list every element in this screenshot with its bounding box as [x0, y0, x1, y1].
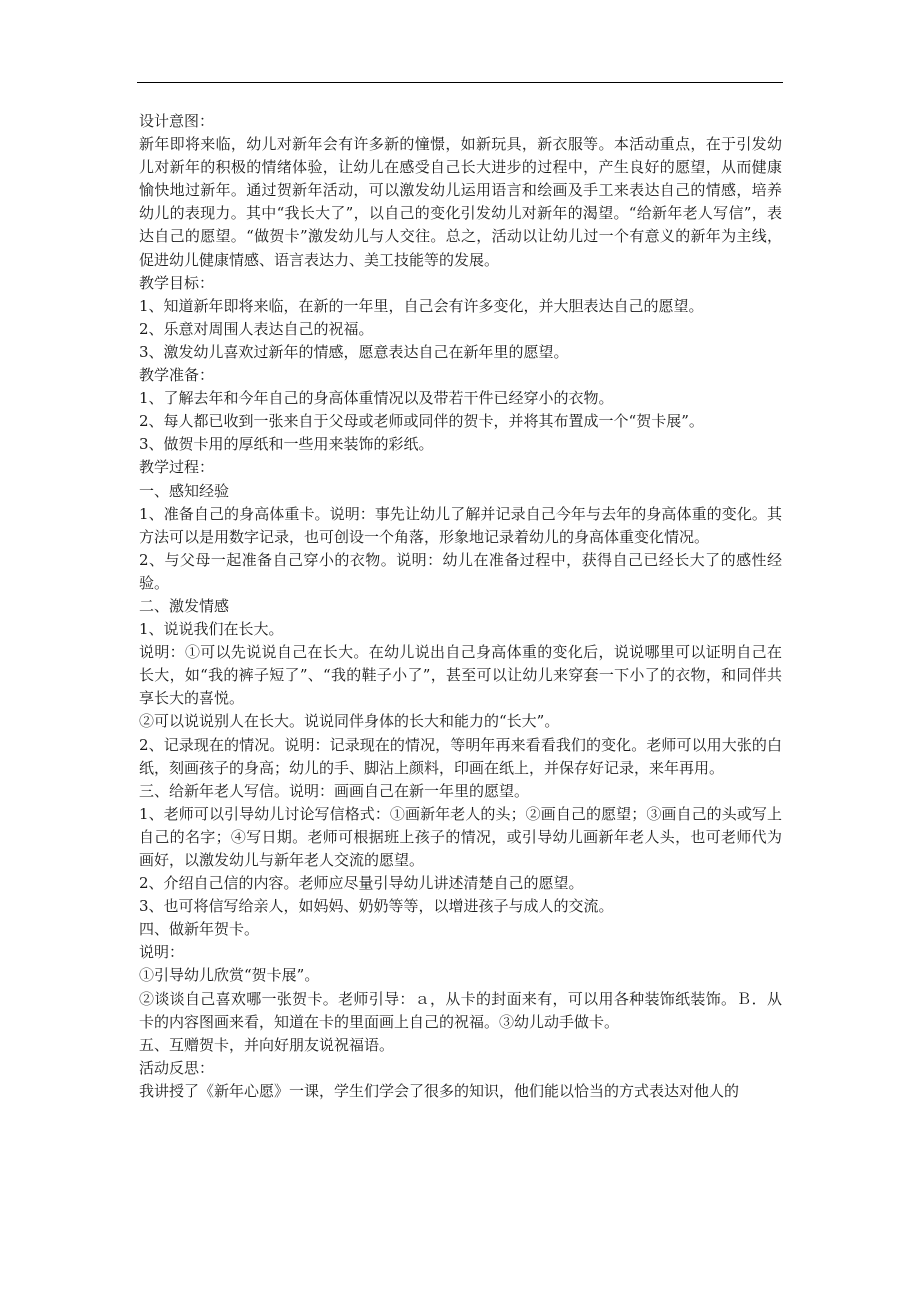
process-note-label: 说明：	[139, 943, 185, 962]
process-item: 3、也可将信写给亲人，如妈妈、奶奶等等，以增进孩子与成人的交流。	[139, 897, 614, 916]
section-heading-3: 三、给新年老人写信。说明：画画自己在新一年里的愿望。	[139, 781, 530, 800]
goal-item-1: 1、知道新年即将来临，在新的一年里，自己会有许多变化，并大胆表达自己的愿望。	[139, 296, 704, 315]
process-item: 1、老师可以引导幼儿讨论写信格式：①画新年老人的头；②画自己的愿望；③画自己的头或写上自己的名字；④写日期。老师可根据班上孩子的情况，或引导幼儿画新年老人头，也可老师代为画好，以激发幼儿与新年老人交流的愿望。	[139, 804, 782, 869]
heading-teaching-goals: 教学目标：	[139, 273, 215, 292]
section-heading-1: 一、感知经验	[139, 481, 230, 500]
section-heading-5: 五、互赠贺卡，并向好朋友说祝福语。	[139, 1035, 395, 1054]
paragraph-design-intent: 新年即将来临，幼儿对新年会有许多新的憧憬，如新玩具，新衣服等。本活动重点，在于引发幼儿对新年的积极的情绪体验，让幼儿在感受自己长大进步的过程中，产生良好的愿望，从而健康愉快地过新年。通过贺新年活动，可以激发幼儿运用语言和绘画及手工来表达自己的情感，培养幼儿的表现力。其中“我长大了”，以自己的变化引发幼儿对新年的渴望。“给新年老人写信”，表达自己的愿望。“做贺卡”激发幼儿与人交往。总之，活动以让幼儿过一个有意义的新年为主线，促进幼儿健康情感、语言表达力、美工技能等的发展。	[139, 135, 782, 269]
process-item: 2、记录现在的情况。说明：记录现在的情况，等明年再来看看我们的变化。老师可以用大张的白纸，刻画孩子的身高；幼儿的手、脚沾上颜料，印画在纸上，并保存好记录，来年再用。	[139, 735, 782, 777]
header-rule	[137, 82, 783, 83]
document-body	[139, 110, 782, 1103]
heading-teaching-preparation: 教学准备：	[139, 366, 215, 385]
process-note: ②可以说说别人在长大。说说同伴身体的长大和能力的“长大”。	[139, 712, 560, 731]
section-heading-4: 四、做新年贺卡。	[139, 920, 260, 939]
process-item: 2、与父母一起准备自己穿小的衣物。说明：幼儿在准备过程中，获得自己已经长大了的感性经验。	[139, 550, 782, 592]
process-note: ②谈谈自己喜欢哪一张贺卡。老师引导：ａ，从卡的封面来有，可以用各种装饰纸装饰。Ｂ．从卡的内容图画来看，知道在卡的里面画上自己的祝福。③幼儿动手做卡。	[139, 989, 782, 1031]
process-item: 1、说说我们在长大。	[139, 620, 284, 639]
section-heading-2: 二、激发情感	[139, 596, 230, 615]
goal-item-3: 3、激发幼儿喜欢过新年的情感，愿意表达自己在新年里的愿望。	[139, 342, 569, 361]
heading-teaching-process: 教学过程：	[139, 458, 215, 477]
heading-activity-reflection: 活动反思：	[139, 1058, 215, 1077]
preparation-item-2: 2、每人都已收到一张来自于父母或老师或同伴的贺卡，并将其布置成一个“贺卡展”。	[139, 412, 704, 431]
process-item: 1、准备自己的身高体重卡。说明：事先让幼儿了解并记录自己今年与去年的身高体重的变化。其方法可以是用数字记录，也可创设一个角落，形象地记录着幼儿的身高体重变化情况。	[139, 504, 782, 546]
preparation-item-3: 3、做贺卡用的厚纸和一些用来装饰的彩纸。	[139, 435, 434, 454]
process-item: 2、介绍自己信的内容。老师应尽量引导幼儿讲述清楚自己的愿望。	[139, 874, 584, 893]
process-note: ①引导幼儿欣赏“贺卡展”。	[139, 966, 320, 985]
paragraph-reflection: 我讲授了《新年心愿》一课，学生们学会了很多的知识，他们能以恰当的方式表达对他人的	[139, 1081, 740, 1100]
process-note: 说明：①可以先说说自己在长大。在幼儿说出自己身高体重的变化后，说说哪里可以证明自己在长大，如“我的裤子短了”、“我的鞋子小了”，甚至可以让幼儿来穿套一下小了的衣物，和同伴共享长大的喜悦。	[139, 643, 782, 708]
heading-design-intent: 设计意图：	[139, 112, 215, 130]
goal-item-2: 2、乐意对周围人表达自己的祝福。	[139, 319, 374, 338]
preparation-item-1: 1、了解去年和今年自己的身高体重情况以及带若干件已经穿小的衣物。	[139, 389, 614, 408]
